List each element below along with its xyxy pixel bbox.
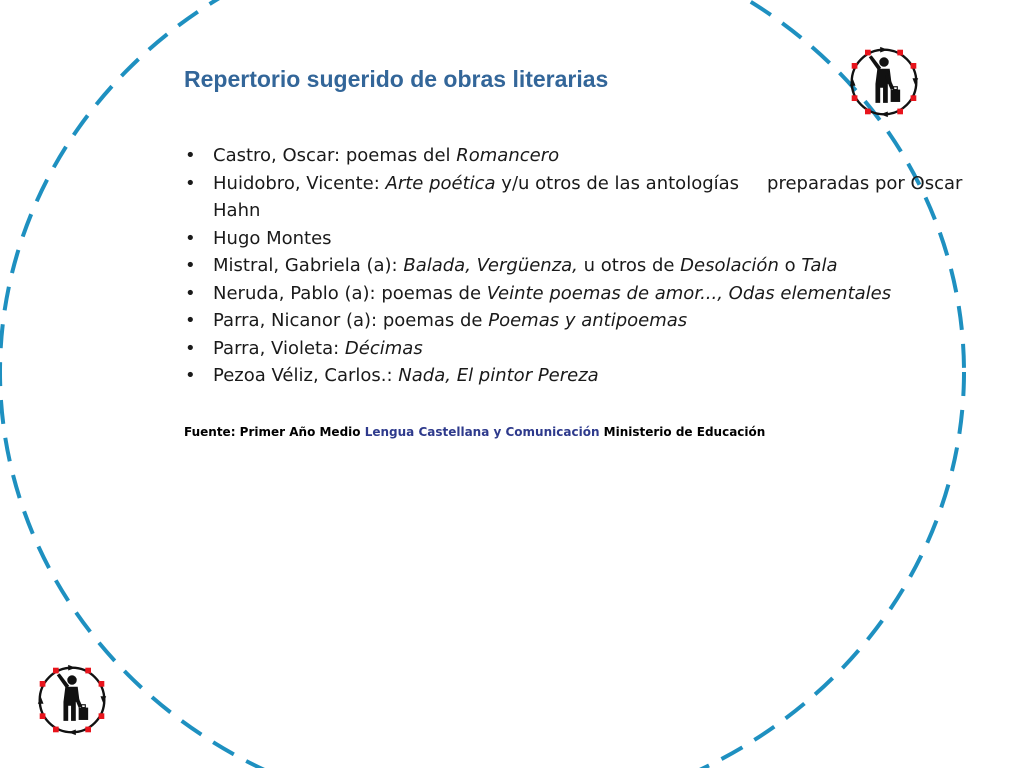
work-note: y/u otros de las antologías <box>495 172 740 194</box>
source-subject: Lengua Castellana y Comunicación <box>364 425 600 439</box>
list-item <box>184 280 974 308</box>
list-item <box>184 170 974 225</box>
work-note: preparadas por Oscar Hahn <box>213 172 963 221</box>
work-title: Balada, Vergüenza, <box>403 255 578 276</box>
list-item <box>184 362 974 390</box>
source-citation <box>184 425 765 439</box>
source-suffix: Ministerio de Educación <box>599 425 766 439</box>
work-author: Parra, Nicanor (a): poemas de <box>213 310 489 331</box>
works-list <box>184 142 974 390</box>
work-title: Poemas y antipoemas <box>488 310 688 331</box>
list-item <box>184 307 974 335</box>
work-author: Mistral, Gabriela (a): <box>213 255 404 276</box>
list-item <box>184 335 974 363</box>
source-prefix: Fuente: Primer Año Medio <box>184 425 365 439</box>
list-item <box>184 142 974 170</box>
list-item <box>184 252 974 280</box>
work-author: Pezoa Véliz, Carlos.: <box>213 365 399 386</box>
work-title: Tala <box>801 255 838 276</box>
work-author: Parra, Violeta: <box>213 337 345 359</box>
clock-person-logo-icon <box>846 44 922 120</box>
work-author: Huidobro, Vicente: <box>213 172 386 194</box>
slide-title: Repertorio sugerido de obras literarias <box>184 66 609 92</box>
work-note: o <box>778 255 802 276</box>
work-title: Décimas <box>344 337 423 359</box>
work-author: Neruda, Pablo (a): poemas de <box>213 282 487 304</box>
work-title: Arte poética <box>385 172 496 194</box>
work-title: Nada, El pintor Pereza <box>398 365 599 386</box>
work-title: Desolación <box>680 255 779 276</box>
clock-person-logo-icon <box>34 662 110 738</box>
work-note: u otros de <box>577 255 681 276</box>
list-item <box>184 225 974 253</box>
work-title: Romancero <box>456 145 560 166</box>
work-author: Hugo Montes <box>213 227 332 249</box>
work-title: Veinte poemas de amor..., Odas elementales <box>486 282 892 304</box>
work-author: Castro, Oscar: poemas del <box>213 145 457 166</box>
